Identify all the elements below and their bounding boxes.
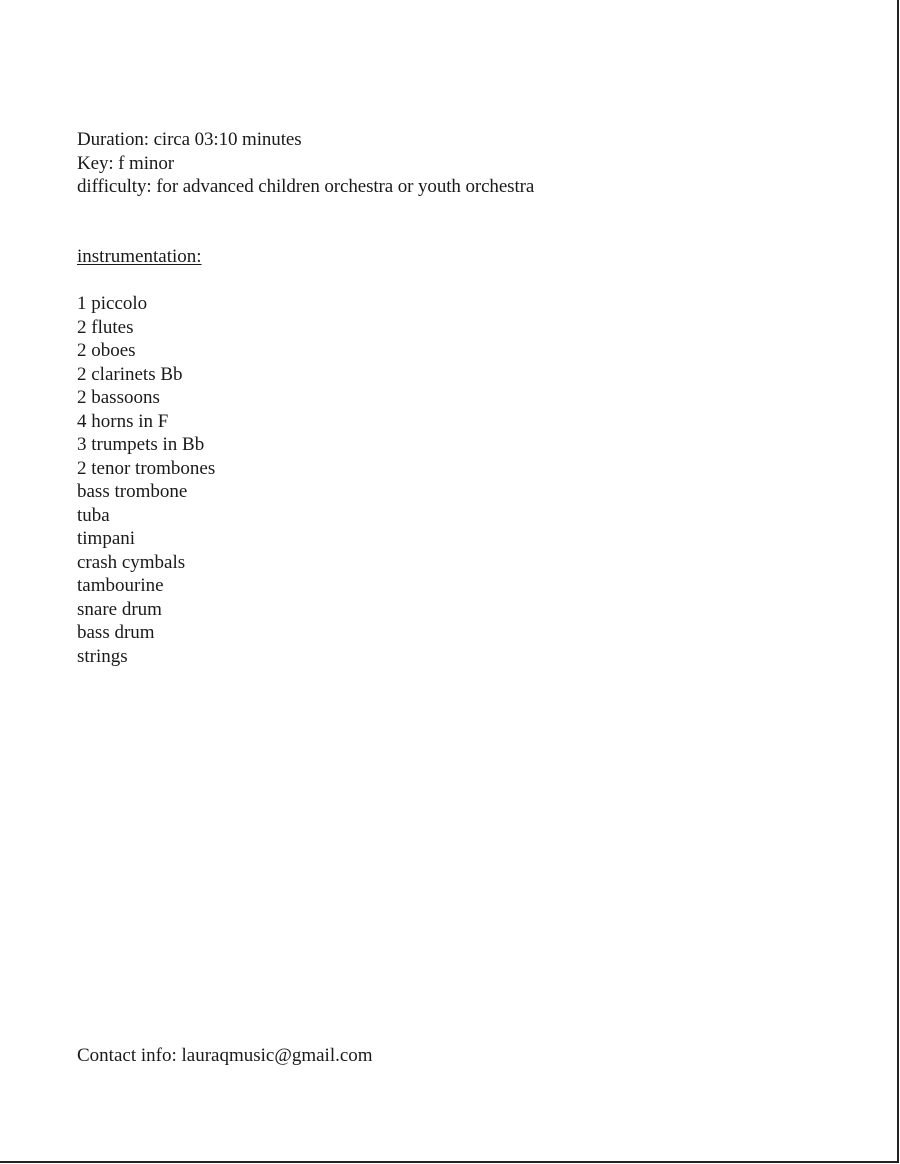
instrument-item: bass trombone [77,481,188,502]
instrument-item: crash cymbals [77,551,186,573]
instrument-item: 3 trumpets in Bb [77,434,205,455]
contact-info: Contact info: lauraqmusic@gmail.com [77,1045,373,1066]
instrument-item: tambourine [77,575,164,596]
score-info-block [77,128,534,199]
instrument-item: 2 bassoons [77,387,160,408]
instrument-item: 2 tenor trombones [77,457,216,479]
instrument-item: 2 clarinets Bb [77,363,183,385]
instrument-item: tuba [77,504,110,526]
instrument-item: 4 horns in F [77,410,169,432]
instrument-item: snare drum [77,598,162,620]
instrument-item: bass drum [77,622,155,643]
instrument-list [77,292,215,668]
instrument-item: strings [77,645,128,667]
instrument-item: 2 flutes [77,316,134,338]
duration-text: Duration: circa 03:10 minutes [77,129,302,150]
instrument-item: timpani [77,528,136,549]
key-text: Key: f minor [77,152,174,174]
difficulty-text: difficulty: for advanced children orchestra or youth orchestra [77,176,535,197]
instrument-item: 2 oboes [77,340,136,361]
instrumentation-heading: instrumentation: [77,246,202,267]
instrument-item: 1 piccolo [77,293,148,314]
